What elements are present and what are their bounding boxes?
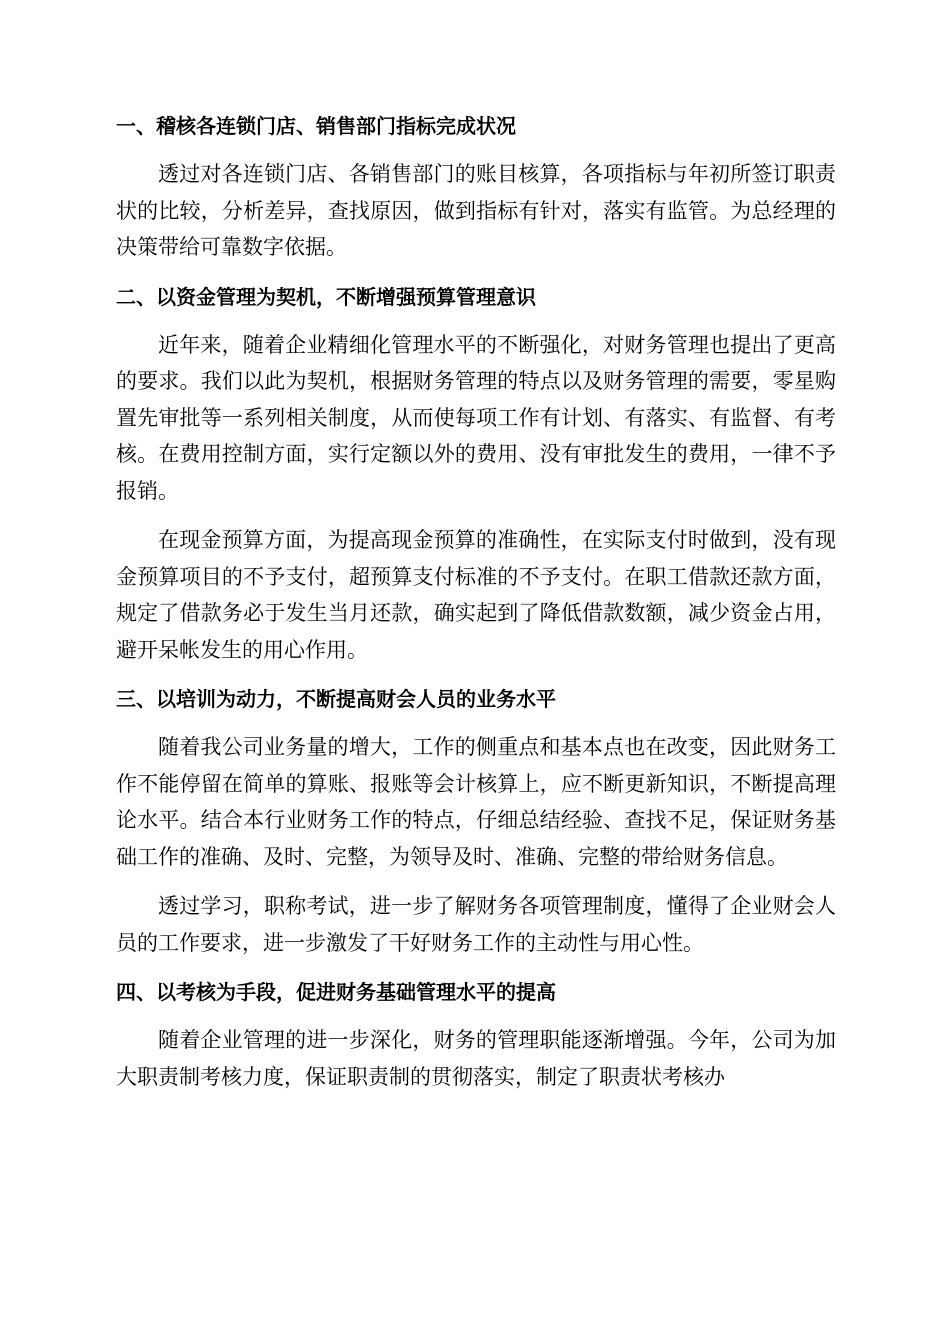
section-2: [116, 279, 836, 669]
paragraph: 近年来，随着企业精细化管理水平的不断强化，对财务管理也提出了更高的要求。我们以此为契机，根据财务管理的特点以及财务管理的需要，零星购置先审批等一系列相关制度，从而使每项工作有计划、有落实、有监督、有考核。在费用控制方面，实行定额以外的费用、没有审批发生的费用，一律不予报销。: [116, 332, 836, 503]
section-1: [116, 108, 836, 266]
section-heading: 三、以培训为动力，不断提高财会人员的业务水平: [116, 687, 556, 711]
section-heading: 一、稽核各连锁门店、销售部门指标完成状况: [116, 114, 516, 138]
paragraph: 透过对各连锁门店、各销售部门的账目核算，各项指标与年初所签订职责状的比较，分析差异，查找原因，做到指标有针对，落实有监管。为总经理的决策带给可靠数字依据。: [116, 162, 836, 259]
section-heading: 四、以考核为手段，促进财务基础管理水平的提高: [116, 980, 556, 1004]
paragraph: 随着我公司业务量的增大，工作的侧重点和基本点也在改变，因此财务工作不能停留在简单的算账、报账等会计核算上，应不断更新知识，不断提高理论水平。结合本行业财务工作的特点，仔细总结经验、查找不足，保证财务基础工作的准确、及时、完整，为领导及时、准确、完整的带给财务信息。: [116, 735, 836, 869]
document-page: [116, 108, 836, 1108]
paragraph: 随着企业管理的进一步深化，财务的管理职能逐渐增强。今年，公司为加大职责制考核力度，保证职责制的贯彻落实，制定了职责状考核办: [116, 1028, 836, 1089]
paragraph: 透过学习，职称考试，进一步了解财务各项管理制度，懂得了企业财会人员的工作要求，进一步激发了干好财务工作的主动性与用心性。: [116, 894, 836, 955]
section-4: [116, 974, 836, 1095]
paragraph: 在现金预算方面，为提高现金预算的准确性，在实际支付时做到，没有现金预算项目的不予支付，超预算支付标准的不予支付。在职工借款还款方面，规定了借款务必于发生当月还款，确实起到了降低借款数额，减少资金占用，避开呆帐发生的用心作用。: [116, 528, 836, 662]
section-3: [116, 681, 836, 961]
section-heading: 二、以资金管理为契机，不断增强预算管理意识: [116, 284, 536, 309]
